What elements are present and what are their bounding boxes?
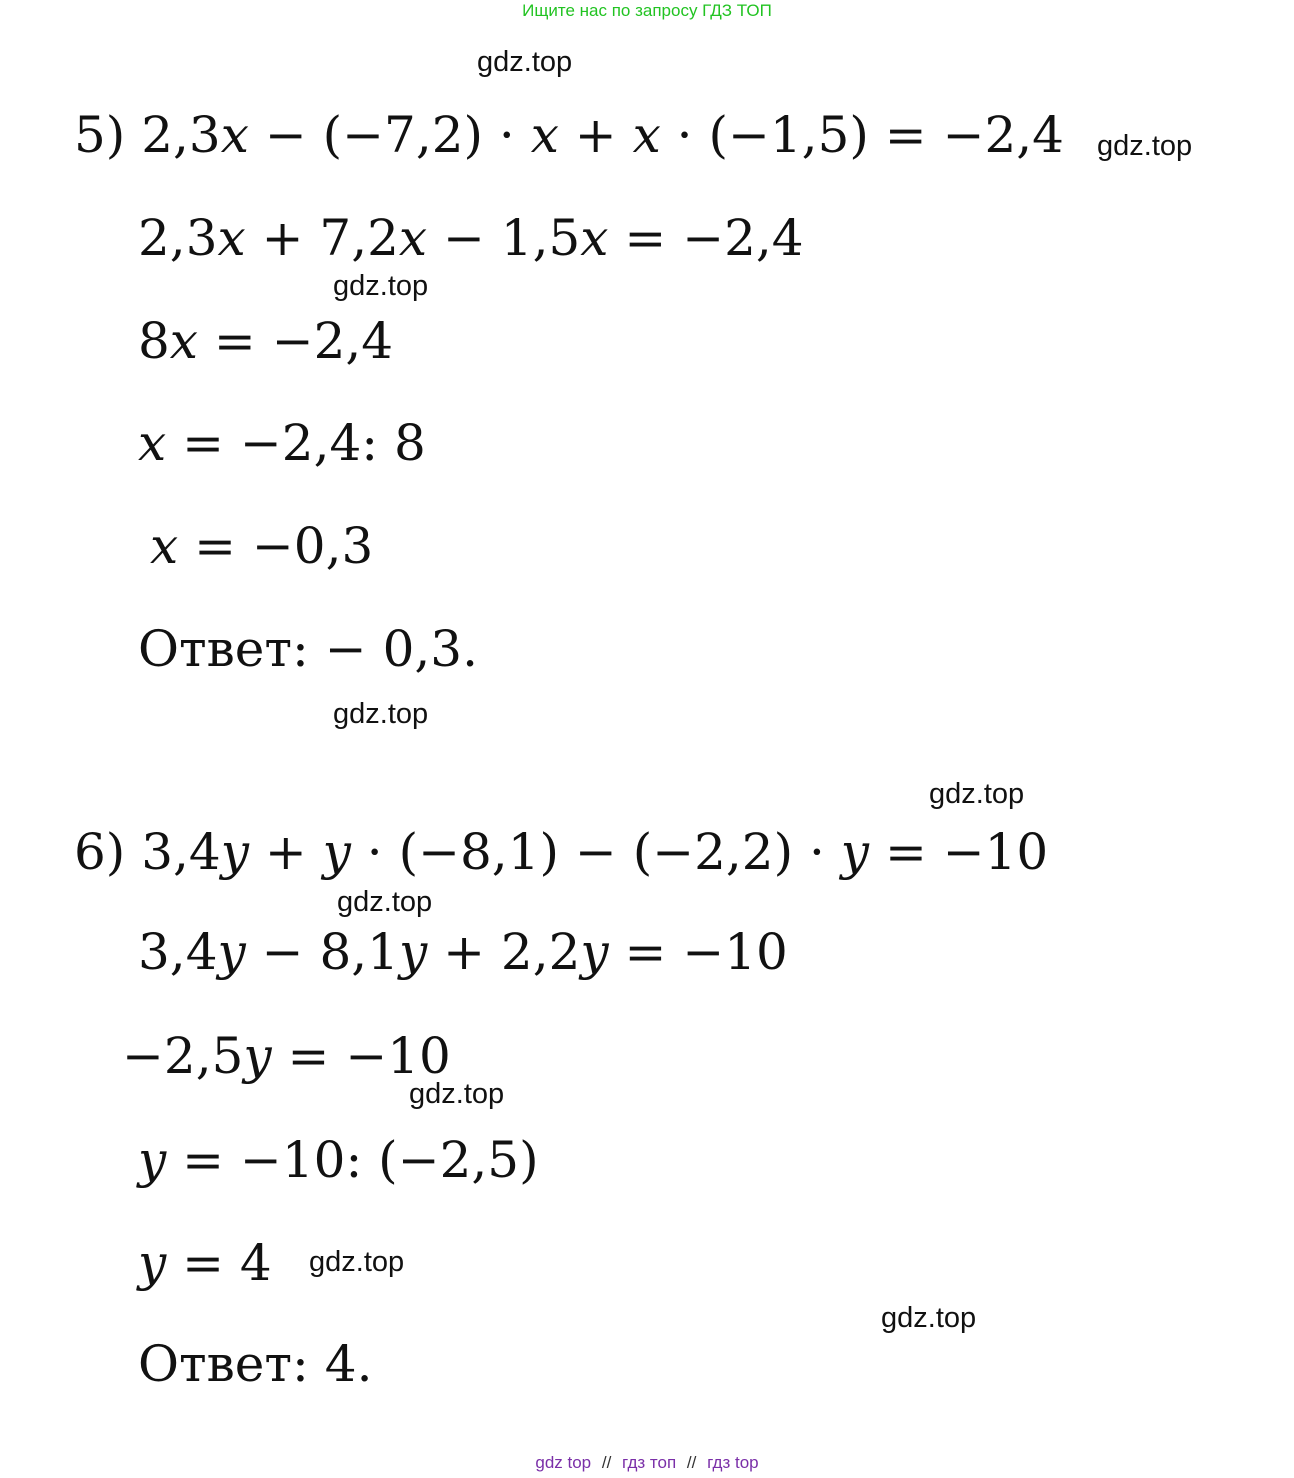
footer-links: [0, 1452, 1294, 1474]
problem5-answer: Ответ: − 0,3.: [138, 620, 478, 678]
footer-link-gdz-top-ru[interactable]: гдз топ: [622, 1453, 677, 1472]
problem6-step4: 𝑦 = 4: [138, 1234, 272, 1292]
footer-separator: //: [601, 1453, 612, 1472]
footer-link-gdz-top-mixed[interactable]: гдз top: [707, 1453, 759, 1472]
problem5-step2: 8𝑥 = −2,4: [138, 312, 394, 370]
watermark-text: gdz.top: [1097, 130, 1193, 162]
watermark-text: gdz.top: [337, 886, 433, 918]
problem6-equation: 6) 3,4𝑦 + 𝑦 · (−8,1) − (−2,2) · 𝑦 = −10: [74, 823, 1049, 881]
footer-link-gdz-top[interactable]: gdz top: [535, 1453, 592, 1472]
problem6-step3: 𝑦 = −10: (−2,5): [138, 1131, 539, 1189]
problem5-equation: 5) 2,3𝑥 − (−7,2) · 𝑥 + 𝑥 · (−1,5) = −2,4: [74, 106, 1064, 164]
search-banner: Ищите нас по запросу ГДЗ ТОП: [522, 1, 772, 20]
watermark-text: gdz.top: [333, 270, 429, 302]
watermark-text: gdz.top: [333, 698, 429, 730]
problem5-step3: 𝑥 = −2,4: 8: [138, 414, 426, 472]
problem5-step1: 2,3𝑥 + 7,2𝑥 − 1,5𝑥 = −2,4: [138, 209, 804, 267]
watermark-text: gdz.top: [409, 1078, 505, 1110]
footer-separator: //: [686, 1453, 697, 1472]
problem6-step2: −2,5𝑦 = −10: [122, 1027, 451, 1085]
watermark-text: gdz.top: [929, 778, 1025, 810]
problem6-answer: Ответ: 4.: [138, 1335, 373, 1393]
watermark-text: gdz.top: [881, 1302, 977, 1334]
problem5-step4: 𝑥 = −0,3: [150, 517, 374, 575]
problem6-step1: 3,4𝑦 − 8,1𝑦 + 2,2𝑦 = −10: [138, 923, 788, 981]
watermark-text: gdz.top: [309, 1246, 405, 1278]
watermark-text: gdz.top: [477, 46, 573, 78]
